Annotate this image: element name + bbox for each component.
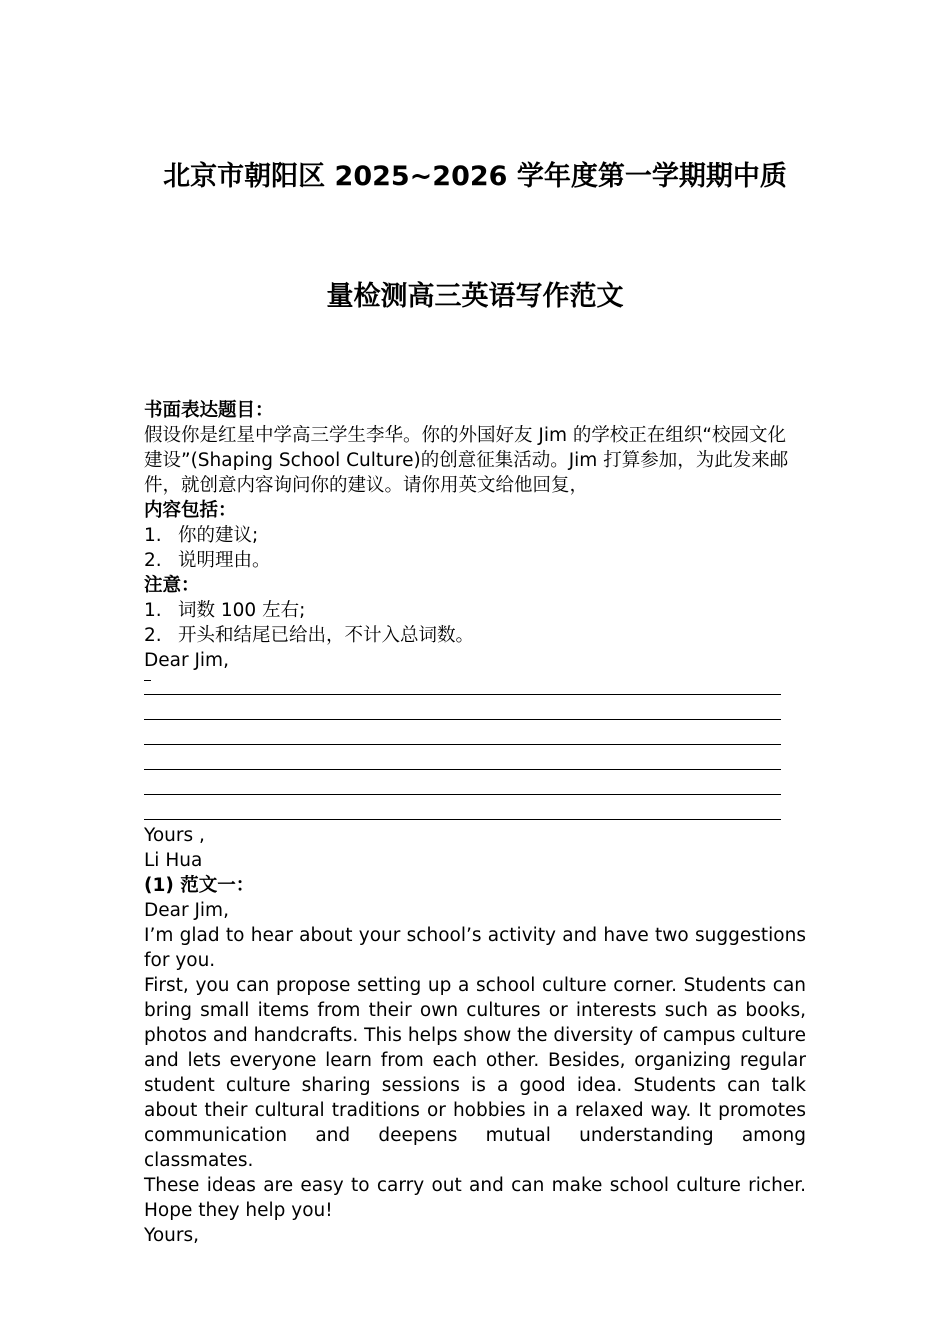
page-title-line-2: 量检测高三英语写作范文	[326, 281, 624, 312]
prompt-signature: Li Hua	[144, 850, 203, 871]
sample-salutation: Dear Jim,	[144, 900, 229, 921]
sample-heading: (1) 范文一：	[144, 875, 255, 896]
list-text: 说明理由。	[178, 550, 271, 571]
sample-closing: Yours,	[144, 1225, 200, 1246]
prompt-closing: Yours ,	[144, 825, 205, 846]
document-body	[144, 398, 806, 1248]
sample-paragraph-1: I’m glad to hear about your school’s activity and have two suggestions for you.	[144, 925, 806, 971]
content-item-2	[144, 548, 806, 573]
prompt-salutation: Dear Jim,	[144, 650, 229, 671]
list-number: 1.	[144, 600, 162, 621]
prompt-line-2: 建设”(Shaping School Culture)的创意征集活动。Jim 打算参加，为此发来邮	[144, 450, 789, 471]
page-title-line-1: 北京市朝阳区 2025~2026 学年度第一学期期中质	[163, 161, 787, 192]
notes-heading: 注意：	[144, 575, 200, 596]
prompt-heading: 书面表达题目：	[144, 400, 274, 421]
notes-item-2	[144, 623, 806, 648]
list-text: 词数 100 左右;	[178, 600, 306, 621]
answer-blank-line-5	[144, 773, 806, 798]
answer-blank-line-3	[144, 723, 806, 748]
list-number: 1.	[144, 525, 162, 546]
list-text: 你的建议;	[178, 525, 259, 546]
prompt-line-3: 件，就创意内容询问你的建议。请你用英文给他回复，	[144, 475, 589, 496]
answer-blank-line-2	[144, 698, 806, 723]
list-number: 2.	[144, 625, 162, 646]
list-number: 2.	[144, 550, 162, 571]
answer-blank-line-1	[144, 673, 806, 698]
answer-blank-line-6	[144, 798, 806, 823]
answer-blank-line-4	[144, 748, 806, 773]
list-text: 开头和结尾已给出，不计入总词数。	[178, 625, 475, 646]
sample-paragraph-2: First, you can propose setting up a school culture corner. Students can bring small items from their own cultures or interests such as books, photos and handcrafts. This helps show the diversity of campus culture and lets everyone learn from each other. Besides, organizing regular student culture sharing sessions is a good idea. Students can talk about their cultural traditions or hobbies in a relaxed way. It promotes communication and deepens mutual understanding among classmates.	[144, 975, 806, 1171]
prompt-line-1: 假设你是红星中学高三学生李华。你的外国好友 Jim 的学校正在组织“校园文化	[144, 425, 786, 446]
notes-item-1	[144, 598, 806, 623]
content-item-1	[144, 523, 806, 548]
content-heading: 内容包括：	[144, 500, 237, 521]
sample-paragraph-3: These ideas are easy to carry out and can make school culture richer. Hope they help you!	[144, 1175, 806, 1221]
